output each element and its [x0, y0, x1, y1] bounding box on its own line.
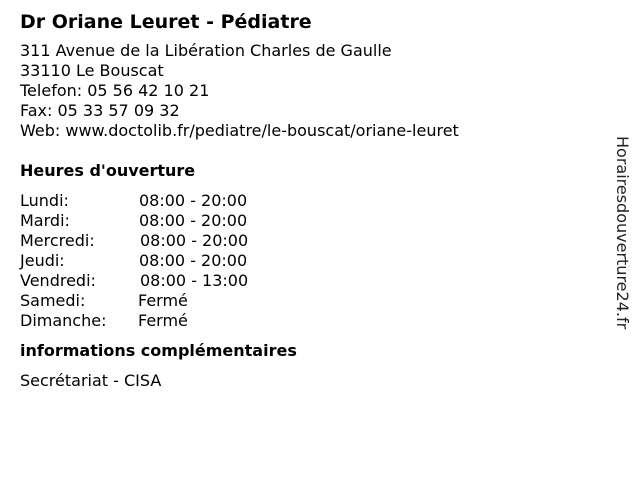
time-value: 08:00 - 20:00 — [139, 211, 248, 230]
additional-info-text: Secrétariat - CISA — [20, 371, 162, 390]
opening-hours-table — [20, 191, 600, 331]
time-value: Fermé — [138, 311, 188, 330]
time-value: Fermé — [138, 291, 188, 310]
hours-heading: Heures d'ouverture — [20, 161, 196, 180]
fax-line: Fax: 05 33 57 09 32 — [20, 101, 180, 120]
phone-line: Telefon: 05 56 42 10 21 — [20, 81, 210, 100]
day-label: Dimanche: — [20, 311, 107, 330]
site-watermark-text: Horairesdouverture24.fr — [613, 136, 632, 330]
time-value: 08:00 - 20:00 — [139, 251, 248, 270]
hours-row-monday — [20, 191, 600, 211]
address-line-1: 311 Avenue de la Libération Charles de Gaulle — [20, 41, 392, 60]
hours-row-sunday — [20, 311, 600, 331]
day-label: Jeudi: — [20, 251, 65, 270]
day-label: Vendredi: — [20, 271, 96, 290]
hours-row-friday — [20, 271, 600, 291]
day-label: Mardi: — [20, 211, 70, 230]
day-label: Mercredi: — [20, 231, 95, 250]
time-value: 08:00 - 20:00 — [140, 231, 249, 250]
web-line: Web: www.doctolib.fr/pediatre/le-bouscat/oriane-leuret — [20, 121, 459, 140]
page-title: Dr Oriane Leuret - Pédiatre — [20, 11, 312, 33]
day-label: Lundi: — [20, 191, 69, 210]
day-label: Samedi: — [20, 291, 86, 310]
site-watermark — [612, 136, 632, 372]
hours-row-thursday — [20, 251, 600, 271]
hours-row-tuesday — [20, 211, 600, 231]
business-card — [20, 9, 600, 391]
hours-row-wednesday — [20, 231, 600, 251]
hours-row-saturday — [20, 291, 600, 311]
additional-info-heading: informations complémentaires — [20, 341, 297, 360]
contact-block — [20, 41, 600, 141]
address-line-2: 33110 Le Bouscat — [20, 61, 164, 80]
time-value: 08:00 - 13:00 — [140, 271, 249, 290]
time-value: 08:00 - 20:00 — [139, 191, 248, 210]
